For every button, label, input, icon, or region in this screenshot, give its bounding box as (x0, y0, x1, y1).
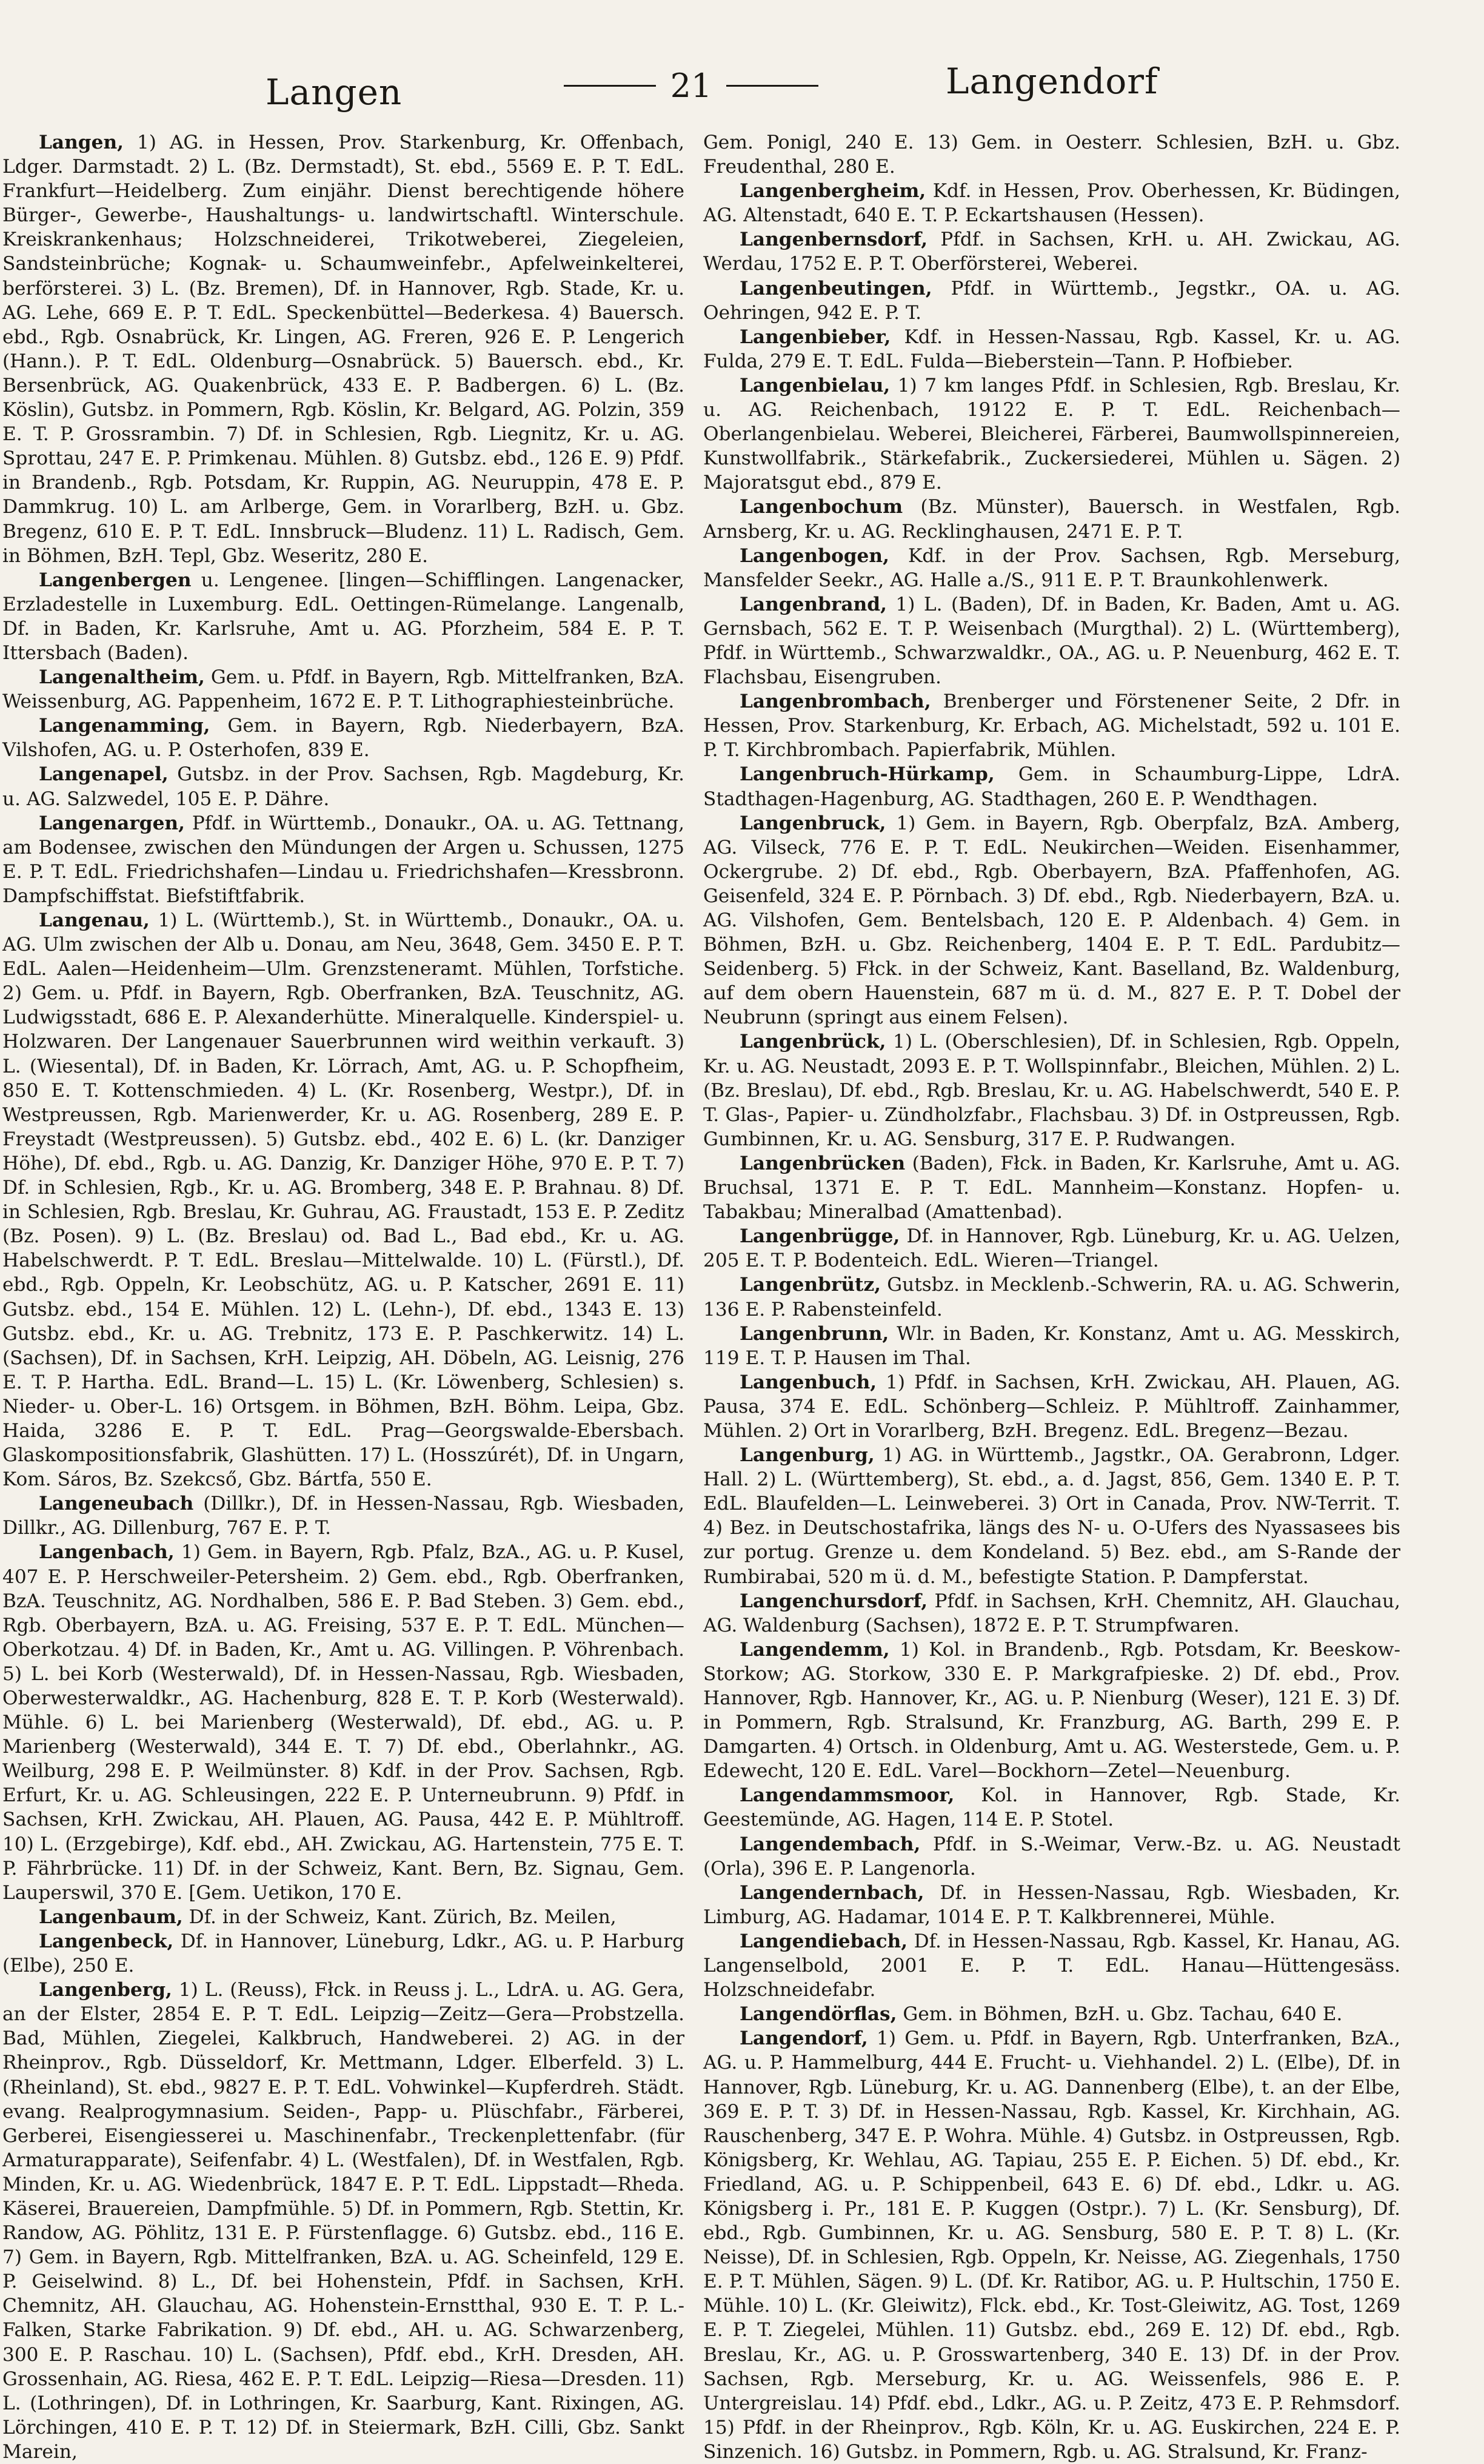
entry-text: Pfdf. in S.-Weimar, Verw.-Bz. u. AG. Neustadt (Orla), 396 E. P. Langenorla. (703, 1833, 1401, 1880)
entry-text: Kdf. in der Prov. Sachsen, Rgb. Merseburg, Mansfelder Seekr., AG. Halle a./S., 911 E. P. T. Braunkohlenwerk. (703, 544, 1401, 591)
entry-headword: Langenbergen (39, 569, 192, 591)
entry-text: Df. in Hannover, Lüneburg, Ldkr., AG. u. P. Harburg (Elbe), 250 E. (2, 1930, 684, 1977)
gazetteer-entry (703, 179, 1400, 227)
gazetteer-entry (703, 1322, 1400, 1370)
gazetteer-entry (703, 1783, 1400, 1832)
gazetteer-entry (2, 908, 684, 1491)
gazetteer-entry (2, 714, 684, 762)
gazetteer-entry (2, 1929, 684, 1978)
gazetteer-entry (703, 1638, 1400, 1784)
entry-headword: Langeneubach (39, 1493, 194, 1515)
column-gutter (691, 130, 692, 2258)
gazetteer-entry (703, 592, 1400, 689)
gazetteer-entry (703, 1370, 1400, 1443)
entry-headword: Langen, (39, 132, 124, 153)
entry-text: Df. in der Schweiz, Kant. Zürich, Bz. Meilen, (189, 1906, 617, 1928)
entry-text: (Bz. Münster), Bauersch. in Westfalen, Rgb. Arnsberg, Kr. u. AG. Recklinghausen, 2471 E. P. T. (703, 496, 1400, 543)
gazetteer-entry (703, 1029, 1400, 1151)
gazetteer-entry (703, 495, 1400, 543)
gazetteer-entry (703, 1443, 1400, 1589)
gazetteer-entry (703, 227, 1400, 276)
gazetteer-entry (703, 1151, 1400, 1224)
entry-headword: Langenbrügge, (740, 1225, 900, 1248)
entry-headword: Langenbieber, (740, 326, 891, 348)
entry-headword: Langenbergheim, (740, 180, 926, 203)
entry-text: Df. in Hessen-Nassau, Rgb. Wiesbaden, Kr. Limburg, AG. Hadamar, 1014 E. P. T. Kalkbrennerei, Mühle. (703, 1881, 1400, 1928)
entry-headword: Langenberg, (39, 1979, 172, 2001)
header-rule-left (564, 85, 656, 87)
entry-headword: Langenbeutingen, (740, 277, 932, 300)
gazetteer-entry (703, 1832, 1400, 1881)
entry-text: 1) L. (Baden), Df. in Baden, Kr. Baden, Amt u. AG. Gernsbach, 562 E. T. P. Weisenbach (Murgthal). 2) L. (Württemberg), Pfdf. in Württemb., Schwarzwaldkr., OA., AG. u. P. Neuenburg, 462 E. T. Flachsbau, Eisengruben. (703, 593, 1401, 689)
entry-headword: Langenbochum (740, 496, 903, 518)
entry-text: 1) AG. in Hessen, Prov. Starkenburg, Kr. Offenbach, Ldger. Darmstadt. 2) L. (Bz. Dermstadt), St. ebd., 5569 E. P. T. EdL. Frankfurt—Heidelberg. Zum einjähr. Dienst berechtigende höhere Bürger-, Gewerbe-, Haushaltungs- u. landwirtschaftl. Winterschule. Kreiskrankenhaus; Holzschneiderei, Trikotweberei, Ziegeleien, Sandsteinbrüche; Kognak- u. Schaumweinfebr., Apfelweinkelterei, berförsterei. 3) L. (Bz. Bremen), Df. in Hannover, Rgb. Stade, Kr. u. AG. Lehe, 669 E. P. T. EdL. Speckenbüttel—Bederkesa. 4) Bauersch. ebd., Rgb. Osnabrück, Kr. Lingen, AG. Freren, 926 E. P. Lengerich (Hann.). P. T. EdL. Oldenburg—Osnabrück. 5) Bauersch. ebd., Kr. Bersenbrück, AG. Quakenbrück, 433 E. P. Badbergen. 6) L. (Bz. Köslin), Gutsbz. in Pommern, Rgb. Köslin, Kr. Belgard, AG. Polzin, 359 E. T. P. Grossrambin. 7) Df. in Schlesien, Rgb. Liegnitz, Kr. u. AG. Sprottau, 247 E. P. Primkenau. Mühlen. 8) Gutsbz. ebd., 126 E. 9) Pfdf. in Brandenb., Rgb. Potsdam, Kr. Ruppin, AG. Neuruppin, 478 E. P. Dammkrug. 10) L. am Arlberge, Gem. in Vorarlberg, BzH. u. Gbz. Bregenz, 610 E. P. T. EdL. Innsbruck—Bludenz. 11) L. Radisch, Gem. in Böhmen, BzH. Tepl, Gbz. Weseritz, 280 E. (2, 132, 684, 567)
gazetteer-entry (703, 811, 1400, 1030)
page-number-block (564, 67, 818, 105)
entry-headword: Langenbrück, (740, 1031, 886, 1053)
entry-headword: Langendiebach, (740, 1930, 908, 1952)
entry-headword: Langenbrunn, (740, 1322, 889, 1345)
entry-headword: Langenamming, (39, 715, 210, 737)
entry-headword: Langenaltheim, (39, 666, 205, 689)
entry-text: 1) Gem. in Bayern, Rgb. Pfalz, BzA., AG. u. P. Kusel, 407 E. P. Herschweiler-Petersheim. 2) Gem. ebd., Rgb. Oberfranken, BzA. Teuschnitz, AG. Nordhalben, 586 E. P. Bad Steben. 3) Gem. ebd., Rgb. Oberbayern, BzA. u. AG. Freising, 537 E. P. T. EdL. München—Oberkotzau. 4) Df. in Baden, Kr., Amt u. AG. Villingen. P. Vöhrenbach. 5) L. bei Korb (Westerwald), Df. in Hessen-Nassau, Rgb. Wiesbaden, Oberwesterwaldkr., AG. Hachenburg, 828 E. T. P. Korb (Westerwald). Mühle. 6) L. bei Marienberg (Westerwald), Df. ebd., AG. u. P. Marienberg (Westerwald), 344 E. T. 7) Df. ebd., Oberlahnkr., AG. Weilburg, 298 E. P. Weilmünster. 8) Kdf. in der Prov. Sachsen, Rgb. Erfurt, Kr. u. AG. Schleusingen, 222 E. P. Unterneubrunn. 9) Pfdf. in Sachsen, KrH. Zwickau, AH. Plauen, AG. Pausa, 442 E. P. Mühltroff. 10) L. (Erzgebirge), Kdf. ebd., AH. Zwickau, AG. Hartenstein, 775 E. T. P. Fährbrücke. 11) Df. in der Schweiz, Kant. Bern, Bz. Signau, Gem. Lauperswil, 370 E. [Gem. Uetikon, 170 E. (2, 1541, 684, 1904)
entry-text: Gem. in Bayern, Rgb. Niederbayern, BzA. Vilshofen, AG. u. P. Osterhofen, 839 E. (2, 715, 684, 762)
entry-text: 1) Gem. u. Pfdf. in Bayern, Rgb. Unterfranken, BzA., AG. u. P. Hammelburg, 444 E. Frucht- u. Viehhandel. 2) L. (Elbe), Df. in Hannover, Rgb. Lüneburg, Kr. u. AG. Dannenberg (Elbe), t. an der Elbe, 369 E. P. T. 3) Df. in Hessen-Nassau, Rgb. Kassel, Kr. Kirchhain, AG. Rauschenberg, 347 E. P. Wohra. Mühle. 4) Gutsbz. in Ostpreussen, Rgb. Königsberg, Kr. Wehlau, AG. Tapiau, 255 E. P. Eichen. 5) Df. ebd., Kr. Friedland, AG. u. P. Schippenbeil, 643 E. 6) Df. ebd., Ldkr. u. AG. Königsberg i. Pr., 181 E. P. Kuggen (Ostpr.). 7) L. (Kr. Sensburg), Df. ebd., Rgb. Gumbinnen, Kr. u. AG. Sensburg, 580 E. P. T. 8) L. (Kr. Neisse), Df. in Schlesien, Rgb. Oppeln, Kr. Neisse, AG. Ziegenhals, 1750 E. P. T. Mühlen, Sägen. 9) L. (Df. Kr. Ratibor, AG. u. P. Hultschin, 1750 E. Mühle. 10) L. (Kr. Gleiwitz), Flck. ebd., Kr. Tost-Gleiwitz, AG. Tost, 1269 E. P. T. Ziegelei, Mühlen. 11) Gutsbz. ebd., 269 E. 12) Df. ebd., Rgb. Breslau, Kr., AG. u. P. Grosswartenberg, 340 E. 13) Df. in der Prov. Sachsen, Rgb. Merseburg, Kr. u. AG. Weissenfels, 986 E. P. Untergreislau. 14) Pfdf. ebd., Ldkr., AG. u. P. Zeitz, 473 E. P. Rehmsdorf. 15) Pfdf. in der Rheinprov., Rgb. Köln, Kr. u. AG. Euskirchen, 224 E. P. Sinzenich. 16) Gutsbz. in Pommern, Rgb. u. AG. Stralsund, Kr. Franz- (703, 2027, 1400, 2463)
entry-text: (Dillkr.), Df. in Hessen-Nassau, Rgb. Wiesbaden, Dillkr., AG. Dillenburg, 767 E. P. T. (2, 1493, 684, 1539)
gazetteer-entry (2, 1978, 684, 2464)
entry-text: Gem. u. Pfdf. in Bayern, Rgb. Mittelfranken, BzA. Weissenburg, AG. Pappenheim, 1672 E. P. T. Lithographiesteinbrüche. (2, 666, 684, 713)
entry-headword: Langenapel, (39, 763, 169, 786)
entry-text: 1) L. (Württemb.), St. in Württemb., Donaukr., OA. u. AG. Ulm zwischen der Alb u. Donau, am Neu, 3648, Gem. 3450 E. P. T. EdL. Aalen—Heidenheim—Ulm. Grenzsteneramt. Mühlen, Torfstiche. 2) Gem. u. Pfdf. in Bayern, Rgb. Oberfranken, BzA. Teuschnitz, AG. Ludwigsstadt, 686 E. P. Alexanderhütte. Mineralquelle. Kinderspiel- u. Holzwaren. Der Langenauer Sauerbrunnen wird weithin verkauft. 3) L. (Wiesental), Df. in Baden, Kr. Lörrach, Amt, AG. u. P. Schopfheim, 850 E. T. Kottenschmieden. 4) L. (Kr. Rosenberg, Westpr.), Df. in Westpreussen, Rgb. Marienwerder, Kr. u. AG. Rosenberg, 289 E. P. Freystadt (Westpreussen). 5) Gutsbz. ebd., 402 E. 6) L. (kr. Danziger Höhe), Df. ebd., Rgb. u. AG. Danzig, Kr. Danziger Höhe, 970 E. P. T. 7) Df. in Schlesien, Rgb., Kr. u. AG. Bromberg, 348 E. P. Brahnau. 8) Df. in Schlesien, Rgb. Breslau, Kr. Guhrau, AG. Fraustadt, 153 E. P. Zeditz (Bz. Posen). 9) L. (Bz. Breslau) od. Bad L., Bad ebd., Kr. u. AG. Habelschwerdt. P. T. EdL. Breslau—Mittelwalde. 10) L. (Fürstl.), Df. ebd., Rgb. Oppeln, Kr. Leobschütz, AG. u. P. Katscher, 2691 E. 11) Gutsbz. ebd., 154 E. Mühlen. 12) L. (Lehn-), Df. ebd., 1343 E. 13) Gutsbz. ebd., Kr. u. AG. Trebnitz, 173 E. P. Paschkerwitz. 14) L. (Sachsen), Df. in Sachsen, KrH. Leipzig, AH. Döbeln, AG. Leisnig, 276 E. T. P. Hartha. EdL. Brand—L. 15) L. (Kr. Löwenberg, Schlesien) s. Nieder- u. Ober-L. 16) Ortsgem. in Böhmen, BzH. Böhm. Leipa, Gbz. Haida, 3286 E. P. T. EdL. Prag—Georgswalde-Ebersbach. Glaskompositionsfabrik, Glashütten. 17) L. (Hosszúrét), Df. in Ungarn, Kom. Sáros, Bz. Szekcső, Gbz. Bártfa, 550 E. (2, 909, 684, 1491)
gazetteer-entry (2, 811, 684, 908)
gazetteer-entry (703, 2002, 1400, 2026)
gazetteer-entry (703, 325, 1400, 373)
entry-headword: Langendernbach, (740, 1881, 924, 1904)
entry-headword: Langenbernsdorf, (740, 229, 928, 251)
gazetteer-entry (2, 1540, 684, 1904)
entry-headword: Langenargen, (39, 812, 185, 834)
entry-text: Pfdf. in Württemb., Jegstkr., OA. u. AG. Oehringen, 942 E. P. T. (703, 277, 1400, 324)
gazetteer-entry (703, 544, 1400, 592)
entry-text: Df. in Hessen-Nassau, Rgb. Kassel, Kr. Hanau, AG. Langenselbold, 2001 E. P. T. EdL. Hanau—Hüttengesäss. Holzschneidefabr. (703, 1930, 1400, 2001)
entry-text: Gem. Ponigl, 240 E. 13) Gem. in Oesterr. Schlesien, BzH. u. Gbz. Freudenthal, 280 E. (703, 132, 1400, 178)
entry-headword: Langenbrombach, (740, 691, 931, 713)
entry-headword: Langenbielau, (740, 374, 891, 397)
gazetteer-entry (2, 568, 684, 665)
entry-headword: Langenbogen, (740, 544, 889, 567)
entry-text: 1) Gem. in Bayern, Rgb. Oberpfalz, BzA. Amberg, AG. Vilseck, 776 E. P. T. EdL. Neukirchen—Weiden. Eisenhammer, Ockergrube. 2) Df. ebd., Rgb. Oberbayern, BzA. Pfaffenhofen, AG. Geisenfeld, 324 E. P. Pörnbach. 3) Df. ebd., Rgb. Niederbayern, BzA. u. AG. Vilshofen, Gem. Bentelsbach, 120 E. P. Aldenbach. 4) Gem. in Böhmen, BzH. u. Gbz. Reichenberg, 1404 E. P. T. EdL. Pardubitz—Seidenberg. 5) Fłck. in der Schweiz, Kant. Baselland, Bz. Waldenburg, auf dem obern Hauenstein, 687 m ü. d. M., 827 E. P. T. Dobel der Neubrunn (springt aus einem Felsen). (703, 812, 1400, 1029)
gazetteer-entry (703, 276, 1400, 325)
entry-headword: Langenbach, (39, 1541, 175, 1564)
entry-headword: Langendörflas, (740, 2003, 897, 2026)
running-head-right: Langendorf (946, 61, 1158, 102)
entry-headword: Langenburg, (740, 1444, 875, 1467)
gazetteer-entry (2, 762, 684, 811)
entry-text: u. Lengenee. [lingen—Schifflingen. Langenacker, Erzladestelle in Luxemburg. EdL. Oettingen-Rümelange. Langenalb, Df. in Baden, Kr. Karlsruhe, Amt u. AG. Pforzheim, 584 E. P. T. Ittersbach (Baden). (2, 569, 684, 664)
entry-headword: Langendammsmoor, (740, 1784, 955, 1807)
gazetteer-entry (703, 373, 1400, 495)
gazetteer-entry (703, 762, 1400, 811)
gazetteer-entry (703, 1273, 1400, 1321)
entry-headword: Langenbruck, (740, 812, 886, 834)
entry-text: Wlr. in Baden, Kr. Konstanz, Amt u. AG. Messkirch, 119 E. T. P. Hausen im Thal. (703, 1322, 1400, 1369)
page-header (0, 0, 1484, 121)
entry-headword: Langendembach, (740, 1833, 921, 1855)
gazetteer-entry (703, 130, 1400, 179)
entry-headword: Langenbrand, (740, 593, 887, 615)
entry-text: Pfdf. in Sachsen, KrH. u. AH. Zwickau, AG. Werdau, 1752 E. P. T. Oberförsterei, Weberei. (703, 229, 1400, 275)
gazetteer-entry (703, 2026, 1400, 2464)
entry-text: Kdf. in Hessen, Prov. Oberhessen, Kr. Büdingen, AG. Altenstadt, 640 E. T. P. Eckartshausen (Hessen). (703, 180, 1400, 227)
entry-headword: Langenau, (39, 909, 150, 931)
entry-text: 1) Pfdf. in Sachsen, KrH. Zwickau, AH. Plauen, AG. Pausa, 374 E. EdL. Schönberg—Schleiz. P. Mühltroff. Zainhammer, Mühlen. 2) Ort in Vorarlberg, BzH. Bregenz. EdL. Bregenz—Bezau. (703, 1371, 1400, 1442)
gazetteer-entry (703, 1929, 1400, 2002)
entry-text: Gem. in Böhmen, BzH. u. Gbz. Tachau, 640 E. (903, 2003, 1343, 2026)
entry-headword: Langenbrücken (740, 1152, 906, 1174)
entry-headword: Langenbuch, (740, 1371, 877, 1393)
entry-text: Kdf. in Hessen-Nassau, Rgb. Kassel, Kr. u. AG. Fulda, 279 E. T. EdL. Fulda—Bieberstein—Tann. P. Hofbieber. (703, 326, 1400, 372)
entry-text: Pfdf. in Württemb., Donaukr., OA. u. AG. Tettnang, am Bodensee, zwischen den Mündungen der Argen u. Schussen, 1275 E. P. T. EdL. Friedrichshafen—Lindau u. Friedrichshafen—Kressbronn. Dampfschiffstat. Biefstiftfabrik. (2, 812, 684, 907)
entry-headword: Langenbeck, (39, 1930, 174, 1952)
entry-text: Gem. in Schaumburg-Lippe, LdrA. Stadthagen-Hagenburg, AG. Stadthagen, 260 E. P. Wendthagen. (703, 763, 1400, 810)
entry-text: Brenberger und Förstenener Seite, 2 Dfr. in Hessen, Prov. Starkenburg, Kr. Erbach, AG. Michelstadt, 592 u. 101 E. P. T. Kirchbrombach. Papierfabrik, Mühlen. (703, 691, 1400, 762)
entry-text: 1) 7 km langes Pfdf. in Schlesien, Rgb. Breslau, Kr. u. AG. Reichenbach, 19122 E. P. T. EdL. Reichenbach—Oberlangenbielau. Weberei, Bleicherei, Färberei, Baumwollspinnereien, Kunstwollfabrik., Stärkefabrik., Zuckersiederei, Mühlen u. Sägen. 2) Majoratsgut ebd., 879 E. (703, 374, 1400, 494)
entry-headword: Langenbaum, (39, 1906, 183, 1928)
entry-text: Gutsbz. in der Prov. Sachsen, Rgb. Magdeburg, Kr. u. AG. Salzwedel, 105 E. P. Dähre. (2, 763, 684, 810)
gazetteer-entry (703, 1589, 1400, 1638)
entry-headword: Langenbruch-Hürkamp, (740, 763, 995, 786)
entry-text: Df. in Hannover, Rgb. Lüneburg, Kr. u. AG. Uelzen, 205 E. T. P. Bodenteich. EdL. Wieren—Triangel. (703, 1225, 1400, 1272)
gazetteer-entry (2, 130, 684, 568)
entry-text: (Baden), Fłck. in Baden, Kr. Karlsruhe, Amt u. AG. Bruchsal, 1371 E. P. T. EdL. Mannheim—Konstanz. Hopfen- u. Tabakbau; Mineralbad (Amattenbad). (703, 1152, 1400, 1224)
entry-text: 1) AG. in Württemb., Jagstkr., OA. Gerabronn, Ldger. Hall. 2) L. (Württemberg), St. ebd., a. d. Jagst, 856, Gem. 1340 E. P. T. EdL. Blaufelden—L. Leinweberei. 3) Ort in Canada, Prov. NW-Territ. T. 4) Bez. in Deutschostafrika, längs des N- u. O-Ufers des Nyassasees bis zur portug. Grenze u. dem Kondeland. 5) Bez. ebd., am S-Rande der Rumbirabai, 520 m ü. d. M., befestigte Station. P. Dampferstat. (703, 1444, 1400, 1588)
running-head-left: Langen (266, 72, 403, 113)
entry-text: 1) L. (Reuss), Fłck. in Reuss j. L., LdrA. u. AG. Gera, an der Elster, 2854 E. P. T. EdL. Leipzig—Zeitz—Gera—Probstzella. Bad, Mühlen, Ziegelei, Kalkbruch, Handweberei. 2) AG. in der Rheinprov., Rgb. Düsseldorf, Kr. Mettmann, Ldger. Elberfeld. 3) L. (Rheinland), St. ebd., 9827 E. P. T. EdL. Vohwinkel—Kupferdreh. Städt. evang. Realprogymnasium. Seiden-, Papp- u. Plüschfabr., Färberei, Gerberei, Eisengiesserei u. Maschinenfabr., Treckenplettenfabr. (für Armaturapparate), Seifenfabr. 4) L. (Westfalen), Df. in Westfalen, Rgb. Minden, Kr. u. AG. Wiedenbrück, 1847 E. P. T. EdL. Lippstadt—Rheda. Käserei, Brauereien, Dampfmühle. 5) Df. in Pommern, Rgb. Stettin, Kr. Randow, AG. Pöhlitz, 131 E. P. Fürstenflagge. 6) Gutsbz. ebd., 116 E. 7) Gem. in Bayern, Rgb. Mittelfranken, BzA. u. AG. Scheinfeld, 129 E. P. Geiselwind. 8) L., Df. bei Hohenstein, Pfdf. in Sachsen, KrH. Chemnitz, AH. Glauchau, AG. Hohenstein-Ernstthal, 930 E. T. P. L.-Falken, Starke Fabrikation. 9) Df. ebd., AH. u. AG. Schwarzenberg, 300 E. P. Raschau. 10) L. (Sachsen), Pfdf. ebd., KrH. Dresden, AH. Grossenhain, AG. Riesa, 462 E. P. T. EdL. Leipzig—Riesa—Dresden. 11) L. (Lothringen), Df. in Lothringen, Kr. Saarburg, Kant. Rixingen, AG. Lörchingen, 410 E. P. T. 12) Df. in Steiermark, BzH. Cilli, Gbz. Sankt Marein, (2, 1979, 684, 2463)
entry-text: Gutsbz. in Mecklenb.-Schwerin, RA. u. AG. Schwerin, 136 E. P. Rabensteinfeld. (703, 1274, 1400, 1321)
entry-text: 1) Kol. in Brandenb., Rgb. Potsdam, Kr. Beeskow-Storkow; AG. Storkow, 330 E. P. Markgrafpieske. 2) Df. ebd., Prov. Hannover, Rgb. Hannover, Kr., AG. u. P. Nienburg (Weser), 121 E. 3) Df. in Pommern, Rgb. Stralsund, Kr. Franzburg, AG. Barth, 299 E. P. Damgarten. 4) Ortsch. in Oldenburg, Amt u. AG. Westerstede, Gem. u. P. Edewecht, 120 E. EdL. Varel—Bockhorn—Zetel—Neuenburg. (703, 1638, 1400, 1783)
entry-text: Kol. in Hannover, Rgb. Stade, Kr. Geestemünde, AG. Hagen, 114 E. P. Stotel. (703, 1784, 1400, 1831)
entry-text: Pfdf. in Sachsen, KrH. Chemnitz, AH. Glauchau, AG. Waldenburg (Sachsen), 1872 E. P. T. Strumpfwaren. (703, 1590, 1401, 1636)
entry-headword: Langendemm, (740, 1638, 890, 1661)
entry-text: 1) L. (Oberschlesien), Df. in Schlesien, Rgb. Oppeln, Kr. u. AG. Neustadt, 2093 E. P. T. Wollspinnfabr., Bleichen, Mühlen. 2) L. (Bz. Breslau), Df. ebd., Rgb. Breslau, Kr. u. AG. Habelschwerdt, 540 E. P. T. Glas-, Papier- u. Zündholzfabr., Flachsbau. 3) Df. in Ostpreussen, Rgb. Gumbinnen, Kr. u. AG. Sensburg, 317 E. P. Rudwangen. (703, 1031, 1400, 1150)
gazetteer-entry (2, 1491, 684, 1540)
page-number: 21 (670, 67, 712, 105)
entry-headword: Langenchursdorf, (740, 1590, 928, 1612)
left-column (2, 130, 684, 2463)
entry-headword: Langendorf, (740, 2027, 868, 2050)
gazetteer-entry (2, 665, 684, 714)
gazetteer-entry (703, 1224, 1400, 1273)
right-column (703, 130, 1401, 2463)
header-rule-right (726, 85, 818, 87)
entry-headword: Langenbrütz, (740, 1274, 881, 1296)
gazetteer-entry (703, 1881, 1400, 1929)
gazetteer-entry (2, 1905, 684, 1929)
gazetteer-entry (703, 689, 1400, 762)
